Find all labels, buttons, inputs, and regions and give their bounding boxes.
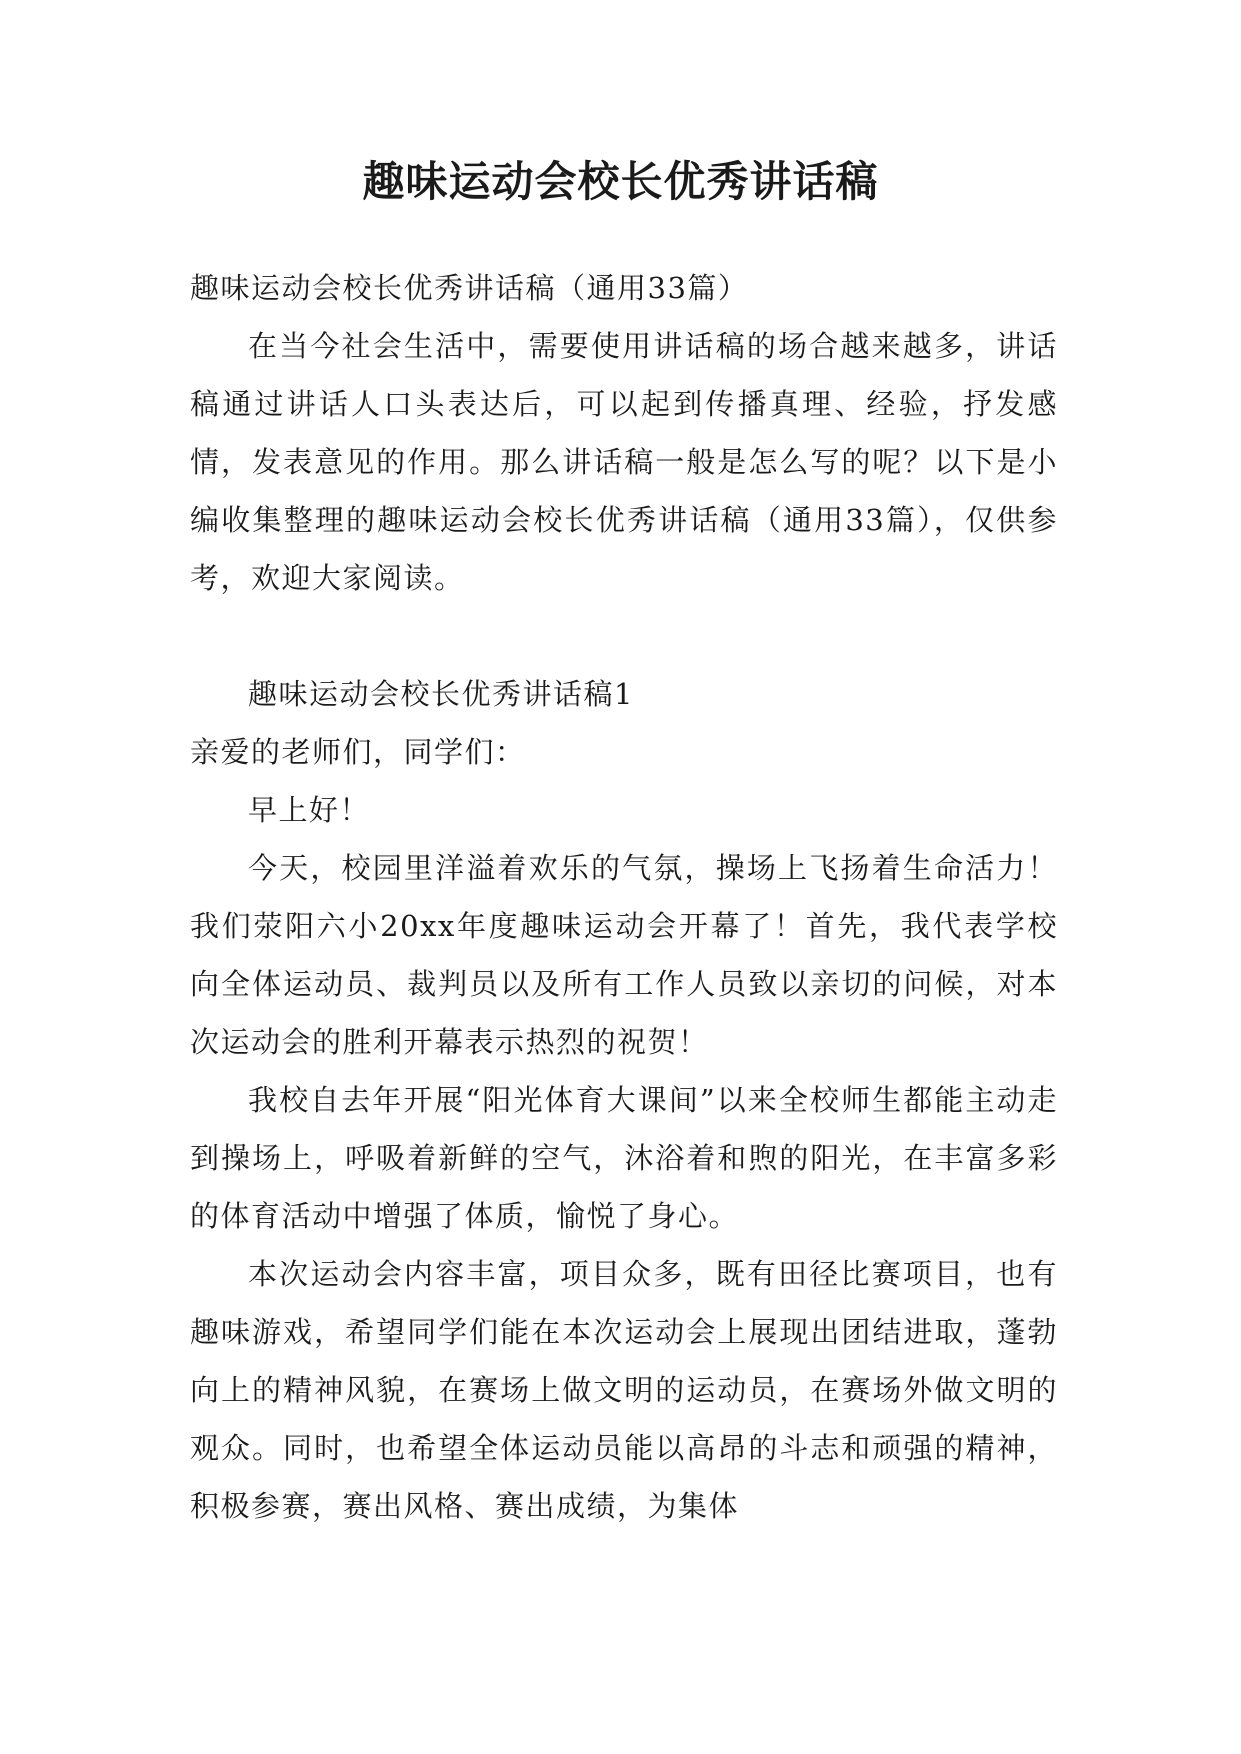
document-body <box>190 259 1058 1535</box>
body-paragraph: 今天，校园里洋溢着欢乐的气氛，操场上飞扬着生命活力！我们荥阳六小20xx年度趣味运动会开幕了！首先，我代表学校向全体运动员、裁判员以及所有工作人员致以亲切的问候，对本次运动会的胜利开幕表示热烈的祝贺！ <box>190 851 1058 1059</box>
salutation: 亲爱的老师们，同学们： <box>190 735 526 769</box>
body-paragraph: 本次运动会内容丰富，项目众多，既有田径比赛项目，也有趣味游戏，希望同学们能在本次运动会上展现出团结进取，蓬勃向上的精神风貌，在赛场上做文明的运动员，在赛场外做文明的观众。同时，也希望全体运动员能以高昂的斗志和顽强的精神，积极参赛，赛出风格、赛出成绩，为集体 <box>190 1257 1058 1523</box>
paragraph-spacer <box>190 607 1058 665</box>
section-heading: 趣味运动会校长优秀讲话稿1 <box>248 677 634 711</box>
body-paragraph: 我校自去年开展“阳光体育大课间”以来全校师生都能主动走到操场上，呼吸着新鲜的空气，沐浴着和煦的阳光，在丰富多彩的体育活动中增强了体质，愉悦了身心。 <box>190 1083 1058 1233</box>
document-title: 趣味运动会校长优秀讲话稿 <box>362 157 879 206</box>
greeting: 早上好！ <box>248 793 371 827</box>
subtitle-line: 趣味运动会校长优秀讲话稿（通用33篇） <box>190 271 749 305</box>
intro-paragraph: 在当今社会生活中，需要使用讲话稿的场合越来越多，讲话稿通过讲话人口头表达后，可以起到传播真理、经验，抒发感情，发表意见的作用。那么讲话稿一般是怎么写的呢？以下是小编收集整理的趣味运动会校长优秀讲话稿（通用33篇），仅供参考，欢迎大家阅读。 <box>190 329 1058 595</box>
